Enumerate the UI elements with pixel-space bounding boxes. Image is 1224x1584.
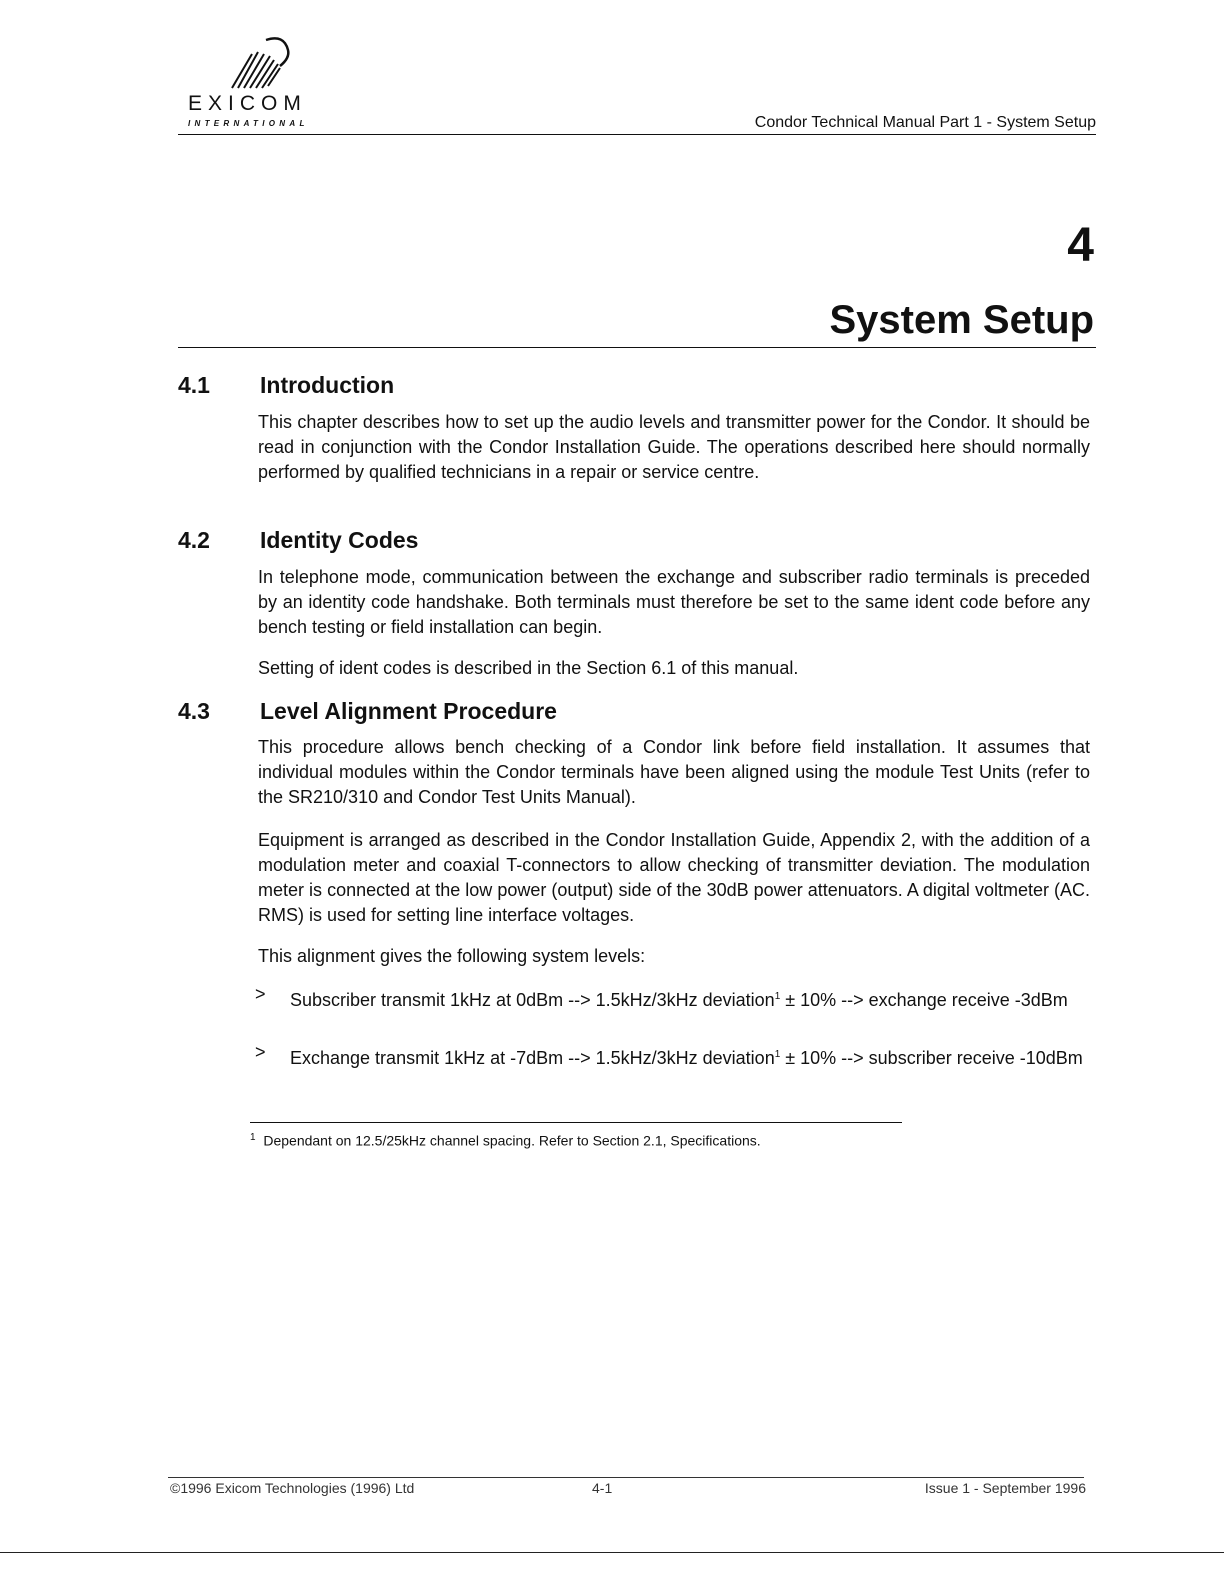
section-title: Level Alignment Procedure — [260, 698, 557, 724]
paragraph: This chapter describes how to set up the audio levels and transmitter power for the Condor. It should be read in conjunction with the Condor Installation Guide. The operations described here should normally performed by qualified technicians in a repair or service centre. — [258, 412, 1090, 482]
bullet-text: Subscriber transmit 1kHz at 0dBm --> 1.5kHz/3kHz deviation — [290, 990, 775, 1010]
bullet-marker: > — [255, 984, 266, 1004]
bullet-text: Exchange transmit 1kHz at -7dBm --> 1.5kHz/3kHz deviation — [290, 1048, 775, 1068]
logo-name: EXICOM — [188, 92, 307, 115]
bullet-text: ± 10% --> exchange receive -3dBm — [780, 990, 1068, 1010]
footnote-rule — [250, 1122, 902, 1123]
section-number: 4.1 — [178, 372, 210, 398]
chapter-number: 4 — [1067, 219, 1094, 272]
paragraph: This procedure allows bench checking of a Condor link before field installation. It assumes that individual modules within the Condor terminals have been aligned using the module Test Units (refer to the SR210/310 and Condor Test Units Manual). — [258, 737, 1090, 807]
footnote-text: Dependant on 12.5/25kHz channel spacing. Refer to Section 2.1, Specifications. — [263, 1132, 761, 1149]
paragraph: In telephone mode, communication between the exchange and subscriber radio terminals is preceded by an identity code handshake. Both terminals must therefore be set to the same ident code before any bench testing or field installation can begin. — [258, 567, 1090, 637]
bullet-text: ± 10% --> subscriber receive -10dBm — [780, 1048, 1083, 1068]
section-title: Identity Codes — [260, 527, 419, 553]
page-number: 4-1 — [592, 1480, 613, 1496]
header-rule — [178, 134, 1096, 135]
section-number: 4.2 — [178, 527, 210, 553]
company-logo — [188, 32, 338, 132]
section-number: 4.3 — [178, 698, 210, 724]
bottom-rule — [0, 1552, 1224, 1553]
bullet-marker: > — [255, 1042, 266, 1062]
footnote-number: 1 — [250, 1132, 256, 1143]
paragraph: This alignment gives the following system levels: — [258, 946, 646, 966]
bullet-item — [290, 1042, 1088, 1071]
footer-rule — [168, 1477, 1084, 1478]
bullet-item — [290, 984, 1088, 1013]
footnote-ref: 1 — [774, 1049, 781, 1060]
footnote-ref: 1 — [774, 991, 781, 1002]
section-title: Introduction — [260, 372, 395, 398]
footer-copyright: ©1996 Exicom Technologies (1996) Ltd — [170, 1480, 415, 1496]
paragraph: Setting of ident codes is described in the Section 6.1 of this manual. — [258, 658, 799, 678]
header-title: Condor Technical Manual Part 1 - System Setup — [754, 114, 1096, 131]
logo-mark-icon — [218, 32, 298, 92]
logo-subtitle: INTERNATIONAL — [188, 119, 309, 128]
chapter-rule — [178, 347, 1096, 348]
footer-issue: Issue 1 - September 1996 — [924, 1480, 1086, 1496]
chapter-title: System Setup — [829, 298, 1094, 342]
paragraph: Equipment is arranged as described in the Condor Installation Guide, Appendix 2, with the addition of a modulation meter and coaxial T-connectors to allow checking of transmitter deviation. The modulation meter is connected at the low power (output) side of the 30dB power attenuators. A digital voltmeter (AC. RMS) is used for setting line interface voltages. — [258, 830, 1090, 925]
footnote — [250, 1132, 761, 1149]
